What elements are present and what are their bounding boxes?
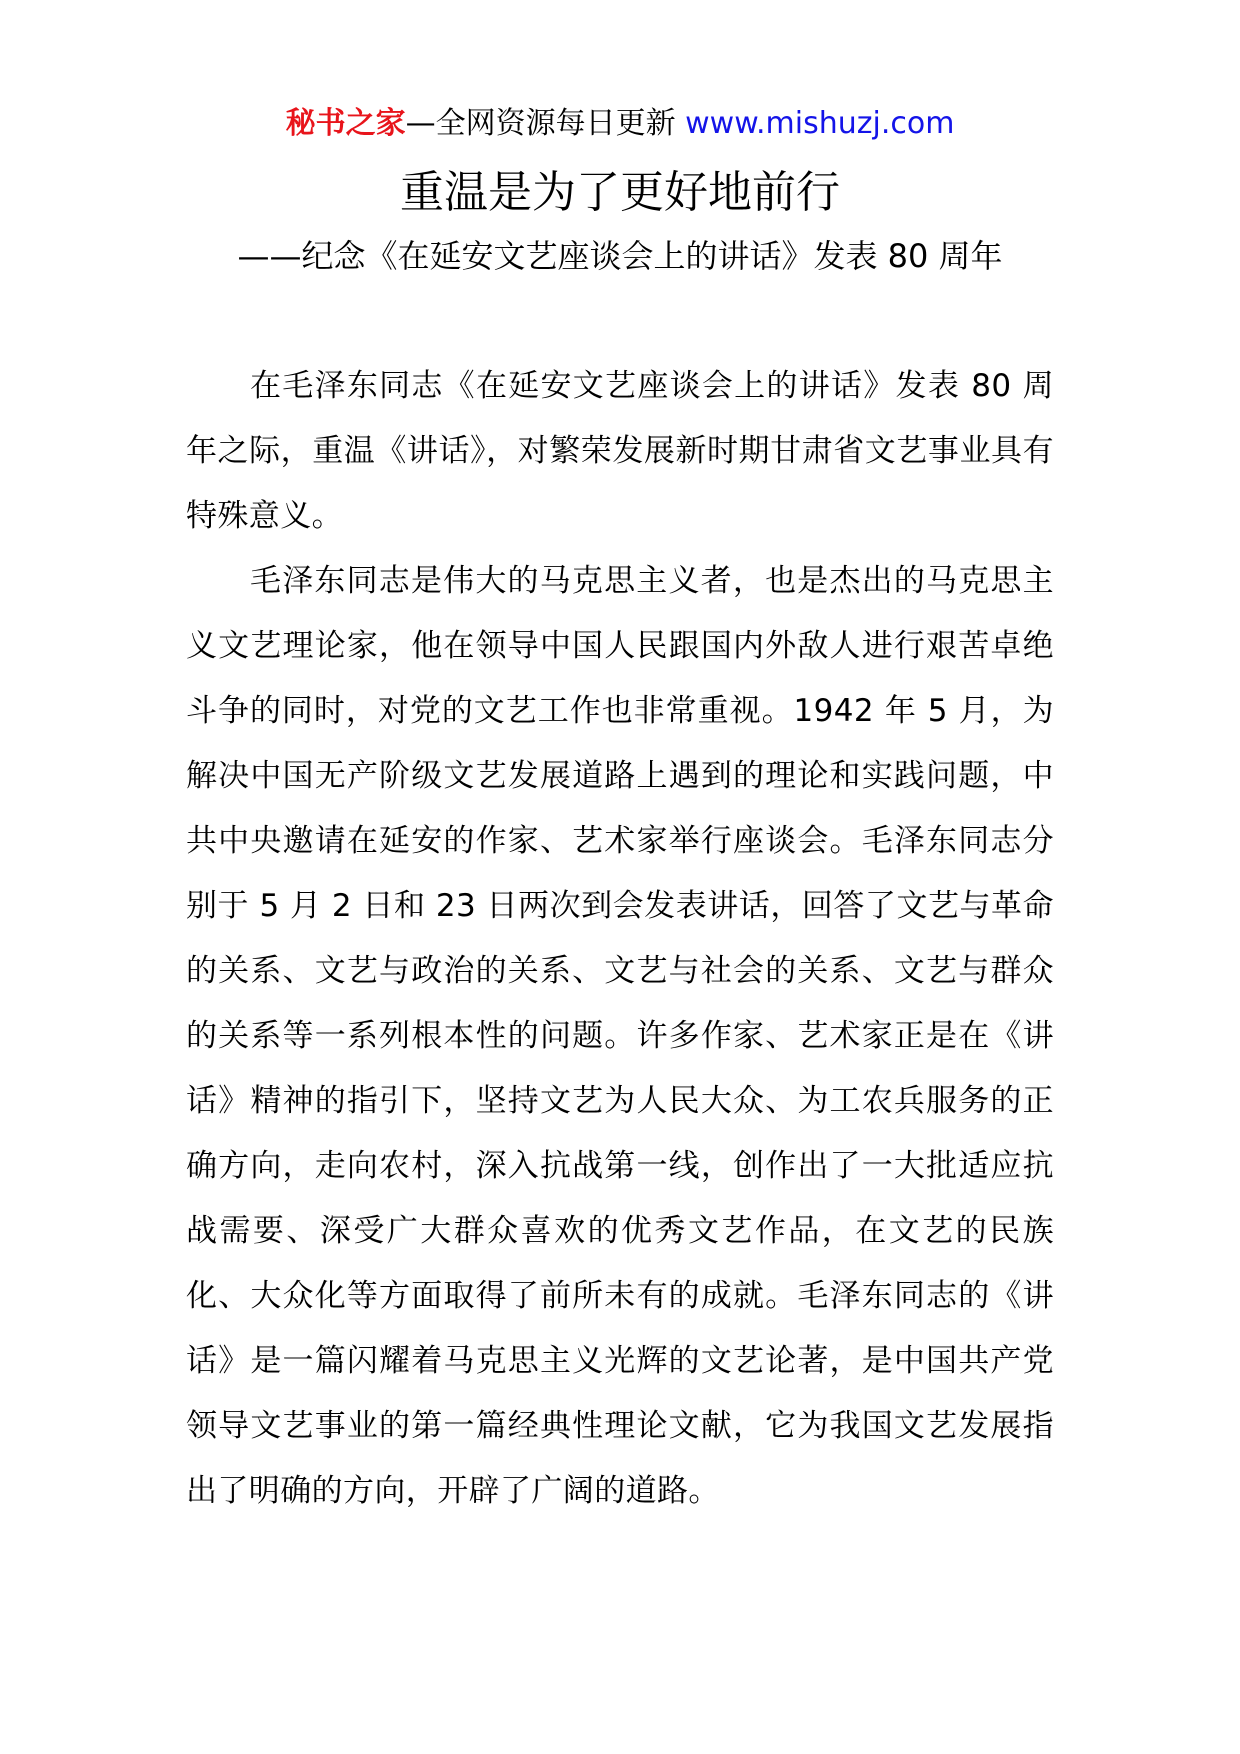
document-body <box>186 354 1054 1524</box>
watermark-brand: 秘书之家 <box>285 106 406 141</box>
document-title: 重温是为了更好地前行 <box>400 167 840 218</box>
watermark-tagline: —全网资源每日更新 <box>405 106 686 141</box>
body-paragraph-1: 在毛泽东同志《在延安文艺座谈会上的讲话》发表 80 周年之际，重温《讲话》，对繁荣发展新时期甘肃省文艺事业具有特殊意义。 <box>186 368 1054 534</box>
watermark-url-link[interactable]: www.mishuzj.com <box>685 106 955 141</box>
body-paragraph-2: 毛泽东同志是伟大的马克思主义者，也是杰出的马克思主义文艺理论家，他在领导中国人民跟国内外敌人进行艰苦卓绝斗争的同时，对党的文艺工作也非常重视。1942 年 5 月，为解决中国无产阶级文艺发展道路上遇到的理论和实践问题，中共中央邀请在延安的作家、艺术家举行座谈会。毛泽东同志分别于 5 月 2 日和 23 日两次到会发表讲话，回答了文艺与革命的关系、文艺与政治的关系、文艺与社会的关系、文艺与群众的关系等一系列根本性的问题。许多作家、艺术家正是在《讲话》精神的指引下，坚持文艺为人民大众、为工农兵服务的正确方向，走向农村，深入抗战第一线，创作出了一大批适应抗战需要、深受广大群众喜欢的优秀文艺作品，在文艺的民族化、大众化等方面取得了前所未有的成就。毛泽东同志的《讲话》是一篇闪耀着马克思主义光辉的文艺论著，是中国共产党领导文艺事业的第一篇经典性理论文献，它为我国文艺发展指出了明确的方向，开辟了广阔的道路。 <box>186 563 1054 1509</box>
document-subtitle: ——纪念《在延安文艺座谈会上的讲话》发表 80 周年 <box>237 237 1003 275</box>
site-watermark-header <box>0 104 1240 144</box>
